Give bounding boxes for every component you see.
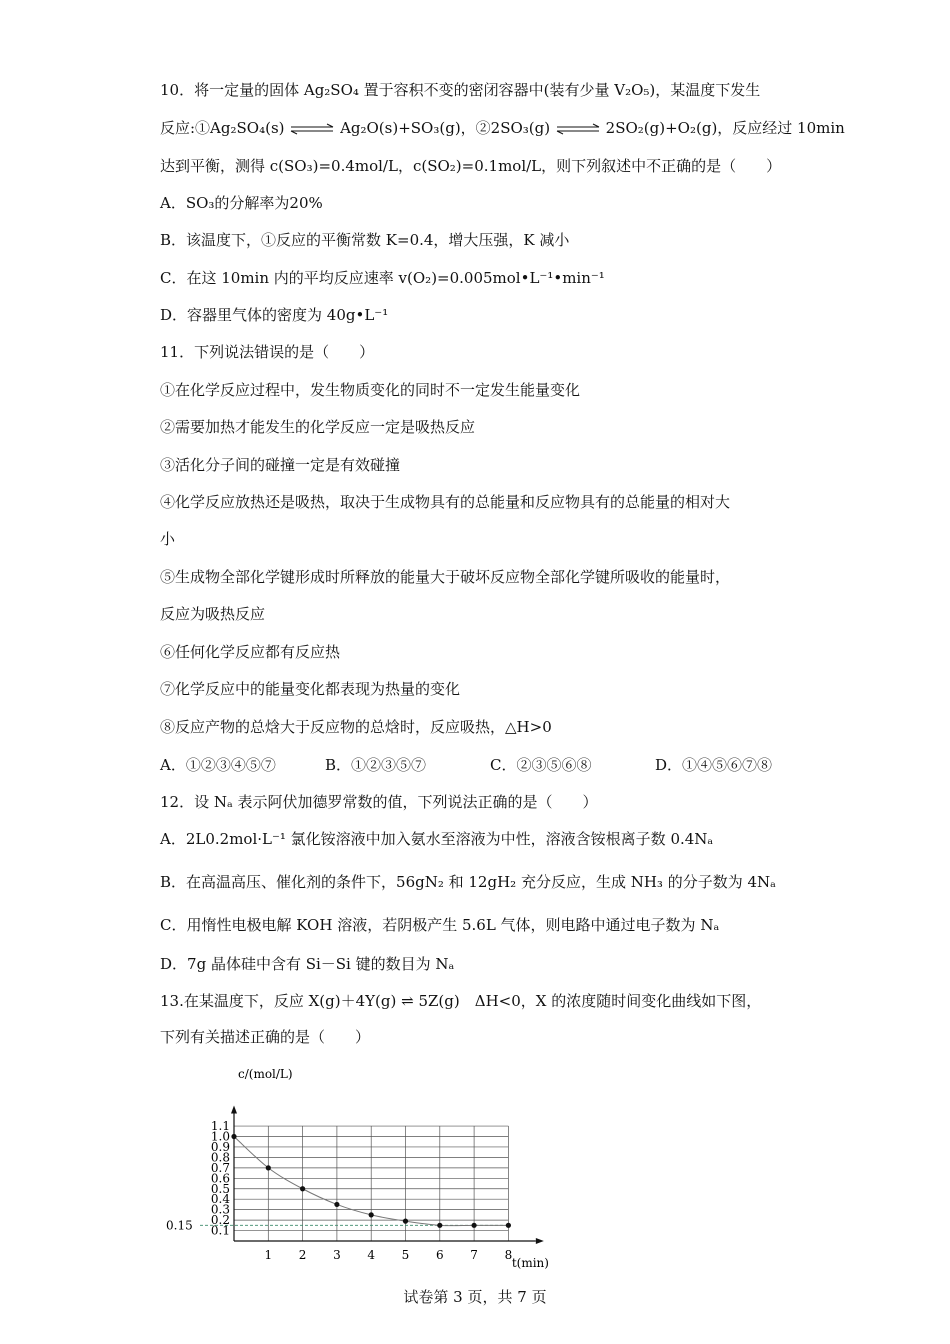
- data-point: [403, 1219, 408, 1224]
- q12-stem: 12．设 Nₐ 表示阿伏加德罗常数的值，下列说法正确的是（ ）: [160, 793, 598, 811]
- q12-option-c: C．用惰性电极电解 KOH 溶液，若阴极产生 5.6L 气体，则电路中通过电子数为 Nₐ: [160, 916, 720, 934]
- data-point: [369, 1212, 374, 1217]
- q11-option-b: B．①②③⑤⑦: [325, 756, 427, 774]
- q11-statement-3: ③活化分子间的碰撞一定是有效碰撞: [160, 456, 401, 474]
- q11-statement-7: ⑦化学反应中的能量变化都表现为热量的变化: [160, 680, 461, 698]
- data-point: [334, 1202, 339, 1207]
- data-point: [506, 1223, 511, 1228]
- data-point: [437, 1223, 442, 1228]
- q10-reaction2-right: 2SO₂(g)+O₂(g)，反应经过 10min: [605, 119, 845, 137]
- equilibrium-arrow-icon: [289, 123, 335, 135]
- q11-statement-1: ①在化学反应过程中，发生物质变化的同时不一定发生能量变化: [160, 381, 581, 399]
- data-point: [231, 1134, 236, 1139]
- q10-line1: 10．将一定量的固体 Ag₂SO₄ 置于容积不变的密闭容器中(装有少量 V₂O₅)，某温度下发生: [160, 81, 761, 99]
- q12-option-b: B．在高温高压、催化剂的条件下，56gN₂ 和 12gH₂ 充分反应，生成 NH₃ 的分子数为 4Nₐ: [160, 873, 776, 891]
- x-axis-label: t(min): [511, 1256, 549, 1270]
- y-tick-label: 0.4: [210, 1192, 230, 1207]
- x-tick-label: 6: [435, 1248, 444, 1262]
- q11-options: [160, 755, 820, 775]
- data-point: [300, 1186, 305, 1191]
- q12-option-d: D．7g 晶体硅中含有 Si－Si 键的数目为 Nₐ: [160, 955, 455, 973]
- y-tick-label: 1.0: [210, 1129, 230, 1144]
- q11-statement-4-cont: 小: [160, 530, 176, 548]
- chart-grid: [234, 1126, 508, 1241]
- q10-reaction-middle: Ag₂O(s)+SO₃(g)，②2SO₃(g): [340, 119, 551, 137]
- data-point: [266, 1165, 271, 1170]
- concentration-time-chart: [160, 1062, 550, 1272]
- q11-option-a: A．①②③④⑤⑦: [160, 756, 276, 774]
- y-tick-label: 0.5: [210, 1181, 230, 1196]
- q11-statement-8: ⑧反应产物的总焓大于反应物的总焓时，反应吸热，△H>0: [160, 718, 552, 736]
- q10-line2: [160, 118, 845, 138]
- q11-option-d: D．①④⑤⑥⑦⑧: [655, 756, 773, 774]
- y-tick-label: 0.1: [210, 1223, 230, 1238]
- q10-option-a: A．SO₃的分解率为20%: [160, 194, 323, 212]
- q11-statement-2: ②需要加热才能发生的化学反应一定是吸热反应: [160, 418, 476, 436]
- y-tick-label: 0.8: [210, 1150, 230, 1165]
- q11-statement-5-cont: 反应为吸热反应: [160, 605, 266, 623]
- y-axis-arrow-icon: [231, 1106, 237, 1114]
- y-tick-label: 0.9: [210, 1139, 230, 1154]
- equilibrium-arrow-icon: [555, 123, 601, 135]
- x-tick-label: 3: [333, 1248, 341, 1262]
- x-tick-label: 5: [401, 1248, 410, 1262]
- q10-reaction1-left: 反应:①Ag₂SO₄(s): [160, 119, 285, 137]
- q11-statement-4: ④化学反应放热还是吸热，取决于生成物具有的总能量和反应物具有的总能量的相对大: [160, 493, 731, 511]
- q10-option-b: B．该温度下，①反应的平衡常数 K=0.4，增大压强，K 减小: [160, 231, 570, 249]
- q10-line3: 达到平衡，测得 c(SO₃)=0.4mol/L，c(SO₂)=0.1mol/L，则下列叙述中不正确的是（ ）: [160, 157, 782, 175]
- q11-option-c: C．②③⑤⑥⑧: [490, 756, 592, 774]
- y-tick-label: 0.6: [210, 1171, 230, 1186]
- x-tick-label: 2: [298, 1248, 307, 1262]
- page-footer: 试卷第 3 页，共 7 页: [403, 1288, 547, 1306]
- x-tick-label: 4: [367, 1248, 376, 1262]
- q11-stem: 11．下列说法错误的是（ ）: [160, 343, 375, 361]
- y-tick-label: 1.1: [210, 1119, 230, 1134]
- data-point: [472, 1223, 477, 1228]
- y-tick-label: 0.3: [210, 1202, 230, 1217]
- q10-option-c: C．在这 10min 内的平均反应速率 v(O₂)=0.005mol•L⁻¹•min⁻¹: [160, 269, 605, 287]
- y-tick-label: 0.2: [210, 1213, 230, 1228]
- q11-statement-5: ⑤生成物全部化学键形成时所释放的能量大于破坏反应物全部化学键所吸收的能量时，: [160, 568, 731, 586]
- y-axis-label: c/(mol/L): [238, 1067, 293, 1081]
- y-tick-label: 0.7: [210, 1160, 230, 1175]
- q12-option-a: A．2L0.2mol·L⁻¹ 氯化铵溶液中加入氨水至溶液为中性，溶液含铵根离子数 0.4Nₐ: [160, 830, 714, 848]
- q13-line2: 下列有关描述正确的是（ ）: [160, 1028, 371, 1046]
- reference-label: 0.15: [166, 1218, 193, 1233]
- x-tick-label: 8: [504, 1248, 513, 1262]
- q11-statement-6: ⑥任何化学反应都有反应热: [160, 643, 341, 661]
- q10-option-d: D．容器里气体的密度为 40g•L⁻¹: [160, 306, 389, 324]
- q13-line1: 13.在某温度下，反应 X(g)＋4Y(g) ⇌ 5Z(g) ΔH<0，X 的浓度随时间变化曲线如下图，: [160, 992, 762, 1010]
- x-tick-label: 7: [470, 1248, 478, 1262]
- x-tick-label: 1: [264, 1248, 273, 1262]
- x-axis-arrow-icon: [536, 1238, 544, 1244]
